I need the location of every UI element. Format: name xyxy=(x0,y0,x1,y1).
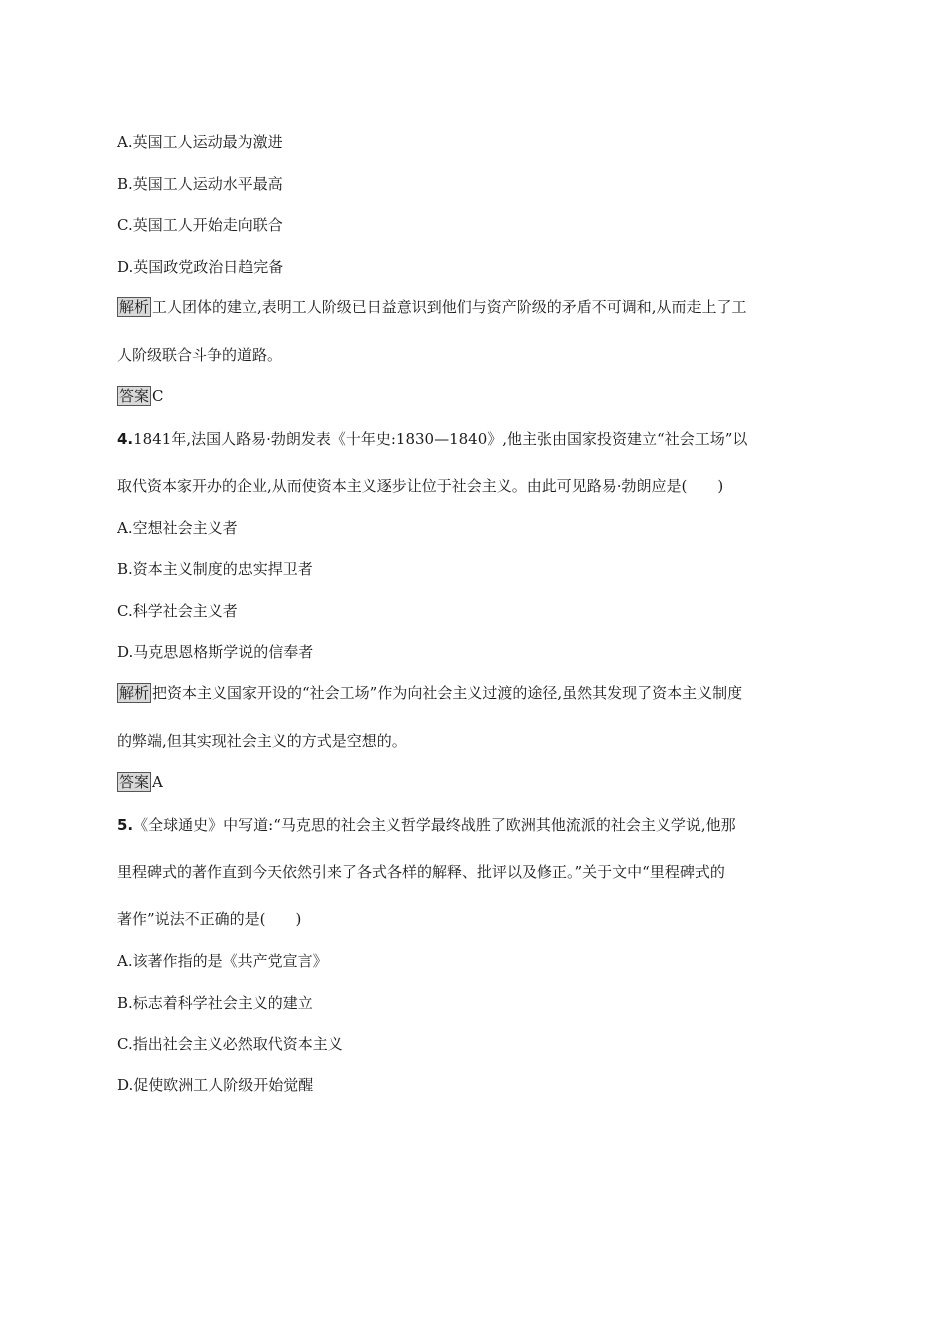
q4-number: 4. xyxy=(117,430,134,448)
q4-option-c: C.科学社会主义者 xyxy=(117,602,238,620)
q5-stem-text-1: 《全球通史》中写道:“马克思的社会主义哲学最终战胜了欧洲其他流派的社会主义学说,他那 xyxy=(133,816,736,834)
q4-option-d: D.马克思恩格斯学说的信奉者 xyxy=(117,643,314,661)
q3-analysis xyxy=(117,297,837,317)
q3-option-b: B.英国工人运动水平最高 xyxy=(117,175,283,193)
q4-option-b: B.资本主义制度的忠实捍卫者 xyxy=(117,560,313,578)
q4-option-a: A.空想社会主义者 xyxy=(117,519,238,537)
q3-option-c: C.英国工人开始走向联合 xyxy=(117,216,283,234)
q4-answer-value: A xyxy=(152,773,163,791)
q4-stem-text-1: 1841年,法国人路易·勃朗发表《十年史:1830—1840》,他主张由国家投资建立“社会工场”以 xyxy=(133,430,748,448)
q4-answer xyxy=(117,772,837,792)
q5-option-d: D.促使欧洲工人阶级开始觉醒 xyxy=(117,1076,314,1094)
q3-answer xyxy=(117,386,837,406)
answer-tag: 答案 xyxy=(119,387,150,405)
q5-option-a: A.该著作指的是《共产党宣言》 xyxy=(117,952,328,970)
q5-option-b: B.标志着科学社会主义的建立 xyxy=(117,994,313,1012)
q5-stem-1 xyxy=(117,815,837,835)
answer-tag: 答案 xyxy=(119,773,150,791)
q3-option-a: A.英国工人运动最为激进 xyxy=(117,133,283,151)
q4-stem-2: 取代资本家开办的企业,从而使资本主义逐步让位于社会主义。由此可见路易·勃朗应是( ) xyxy=(117,477,724,495)
q3-analysis-text-2: 人阶级联合斗争的道路。 xyxy=(117,346,283,364)
q4-stem-1 xyxy=(117,429,837,449)
q5-option-c: C.指出社会主义必然取代资本主义 xyxy=(117,1035,343,1053)
q3-analysis-text-1: 工人团体的建立,表明工人阶级已日益意识到他们与资产阶级的矛盾不可调和,从而走上了工 xyxy=(152,298,747,316)
analysis-tag: 解析 xyxy=(119,684,150,702)
q4-analysis-text-2: 的弊端,但其实现社会主义的方式是空想的。 xyxy=(117,732,407,750)
q5-number: 5. xyxy=(117,816,134,834)
q3-option-d: D.英国政党政治日趋完备 xyxy=(117,258,284,276)
q4-analysis-text-1: 把资本主义国家开设的“社会工场”作为向社会主义过渡的途径,虽然其发现了资本主义制度 xyxy=(152,684,743,702)
q5-stem-3: 著作”说法不正确的是( ) xyxy=(117,910,302,928)
q3-answer-value: C xyxy=(152,387,164,405)
q5-stem-2: 里程碑式的著作直到今天依然引来了各式各样的解释、批评以及修正。”关于文中“里程碑式的 xyxy=(117,863,725,881)
analysis-tag: 解析 xyxy=(119,298,150,316)
q4-analysis xyxy=(117,683,837,703)
